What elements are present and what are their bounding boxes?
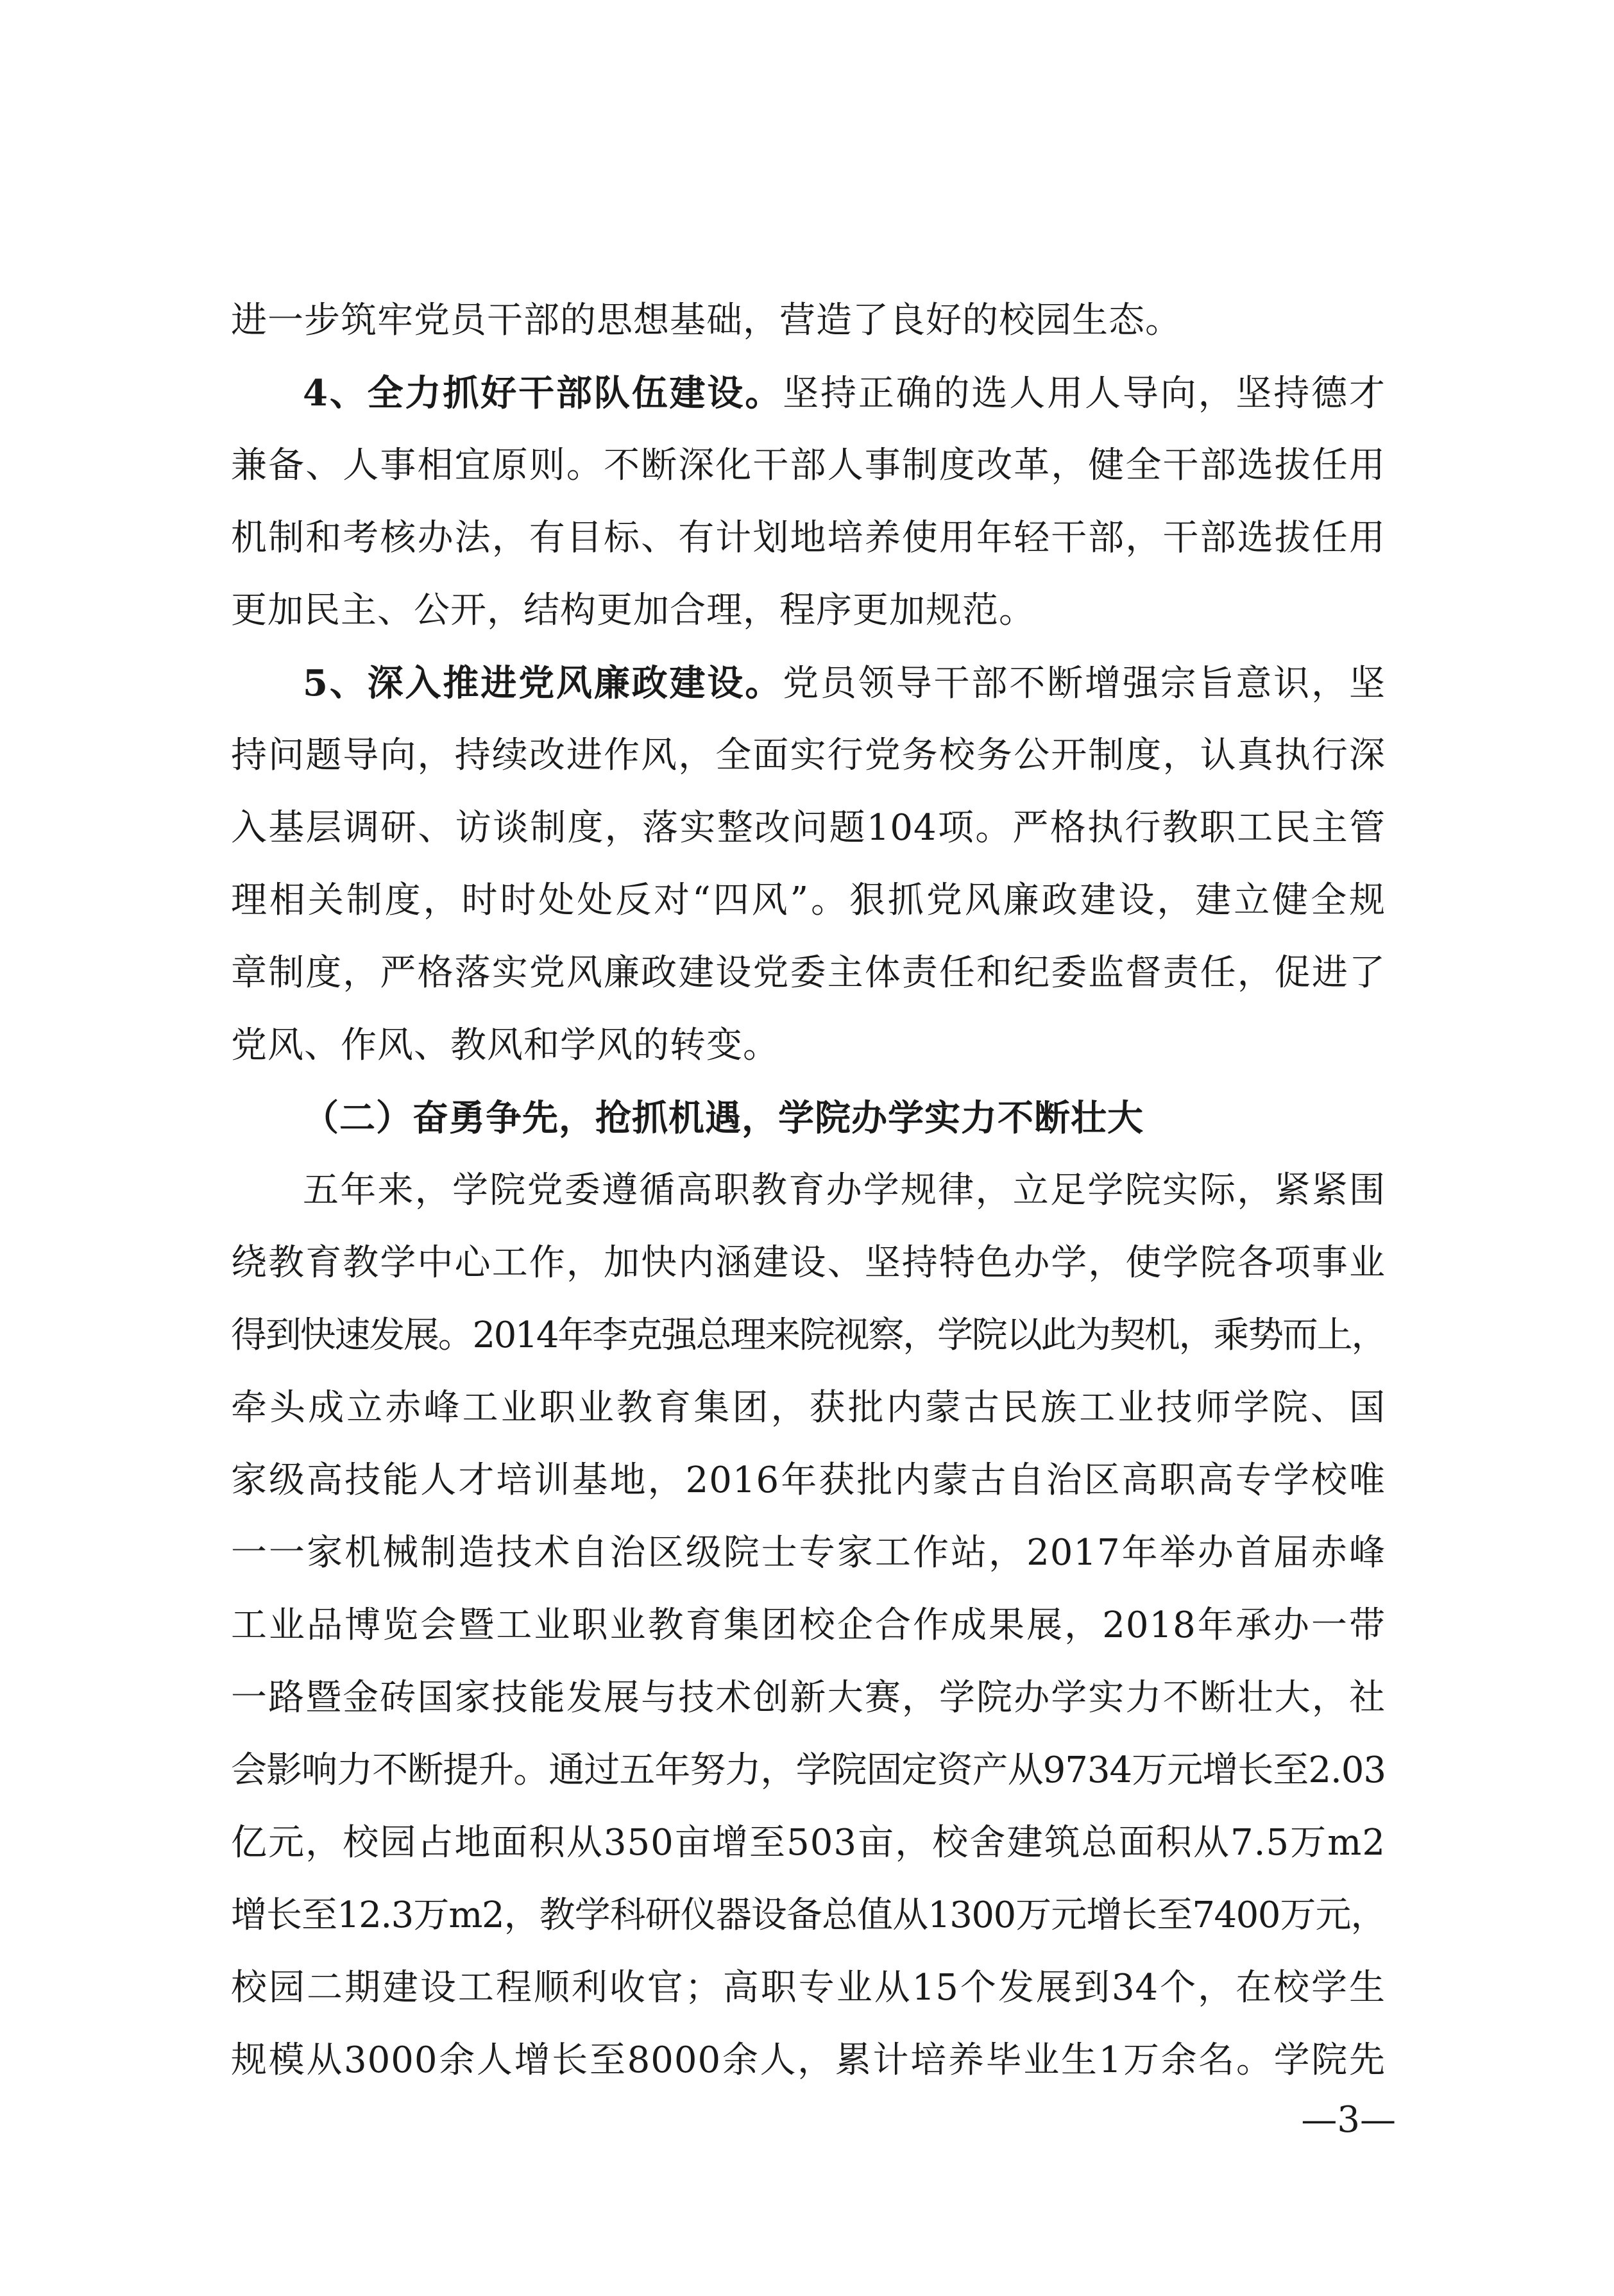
line-text: 章制度，严格落实党风廉政建设党委主体责任和纪委监督责任，促进了 [231, 952, 1386, 994]
line-text: 五年来，学院党委遵循高职教育办学规律，立足学院实际，紧紧围 [303, 1169, 1386, 1211]
text-line [231, 1455, 1386, 1506]
line-text: 牵头成立赤峰工业职业教育集团，获批内蒙古民族工业技师学院、国 [231, 1387, 1386, 1429]
line-text: 规模从3000余人增长至8000余人，累计培养毕业生1万余名。学院先 [231, 2039, 1386, 2081]
page-number: —3— [1301, 2099, 1396, 2141]
line-text: 更加民主、公开，结构更加合理，程序更加规范。 [231, 590, 1035, 631]
text-line [303, 1165, 1386, 1216]
text-line [231, 875, 1386, 926]
text-line [231, 1020, 1386, 1071]
text-line [231, 440, 1386, 491]
text-line [231, 1962, 1386, 2014]
line-text: 一路暨金砖国家技能发展与技术创新大赛，学院办学实力不断壮大，社 [231, 1677, 1386, 1719]
line-text: 持问题导向，持续改进作风，全面实行党务校务公开制度，认真执行深 [231, 735, 1386, 776]
text-line [231, 803, 1386, 854]
item-lead: 4、全力抓好干部队伍建设。 [303, 372, 783, 414]
text-line [231, 948, 1386, 999]
text-line [303, 658, 1386, 709]
line-text: 进一步筑牢党员干部的思想基础，营造了良好的校园生态。 [231, 300, 1182, 341]
text-line [231, 1310, 1386, 1361]
line-text: 机制和考核办法，有目标、有计划地培养使用年轻干部，干部选拔任用 [231, 517, 1386, 559]
text-line [231, 1817, 1386, 1869]
line-text: 党员领导干部不断增强宗旨意识，坚 [783, 663, 1386, 704]
text-line [231, 513, 1386, 564]
line-text: 一一家机械制造技术自治区级院士专家工作站，2017年举办首届赤峰 [231, 1532, 1386, 1574]
line-text: 得到快速发展。2014年李克强总理来院视察，学院以此为契机，乘势而上， [231, 1314, 1386, 1356]
line-text: 兼备、人事相宜原则。不断深化干部人事制度改革，健全干部选拔任用 [231, 445, 1386, 486]
line-text: 亿元，校园占地面积从350亩增至503亩，校舍建筑总面积从7.5万m2 [231, 1822, 1386, 1864]
line-text: 坚持正确的选人用人导向，坚持德才 [783, 373, 1386, 414]
line-text: 党风、作风、教风和学风的转变。 [231, 1025, 779, 1066]
line-text: 理相关制度，时时处处反对“四风”。狠抓党风廉政建设，建立健全规 [231, 880, 1386, 921]
text-line [231, 730, 1386, 781]
line-text: 校园二期建设工程顺利收官；高职专业从15个发展到34个，在校学生 [231, 1967, 1386, 2009]
text-line [231, 1600, 1386, 1651]
text-line [231, 2035, 1386, 2086]
section-heading [303, 1093, 1386, 1144]
line-text: 会影响力不断提升。通过五年努力，学院固定资产从9734万元增长至2.03 [231, 1749, 1386, 1791]
text-line [231, 1890, 1386, 1941]
text-line [231, 1672, 1386, 1724]
line-text: 工业品博览会暨工业职业教育集团校企合作成果展，2018年承办一带 [231, 1604, 1386, 1646]
text-line [231, 1382, 1386, 1434]
text-line [231, 295, 1386, 346]
line-text: 绕教育教学中心工作，加快内涵建设、坚持特色办学，使学院各项事业 [231, 1242, 1386, 1284]
text-line [231, 1745, 1386, 1796]
line-text: 增长至12.3万m2，教学科研仪器设备总值从1300万元增长至7400万元， [231, 1894, 1386, 1936]
item-lead: 5、深入推进党风廉政建设。 [303, 662, 783, 704]
line-text: 家级高技能人才培训基地，2016年获批内蒙古自治区高职高专学校唯 [231, 1459, 1386, 1501]
line-text: 入基层调研、访谈制度，落实整改问题104项。严格执行教职工民主管 [231, 807, 1386, 849]
line-text: （二）奋勇争先，抢抓机遇，学院办学实力不断壮大 [303, 1097, 1144, 1139]
text-line [231, 1237, 1386, 1289]
text-line [231, 585, 1386, 636]
text-line [231, 1527, 1386, 1579]
text-line [303, 368, 1386, 419]
